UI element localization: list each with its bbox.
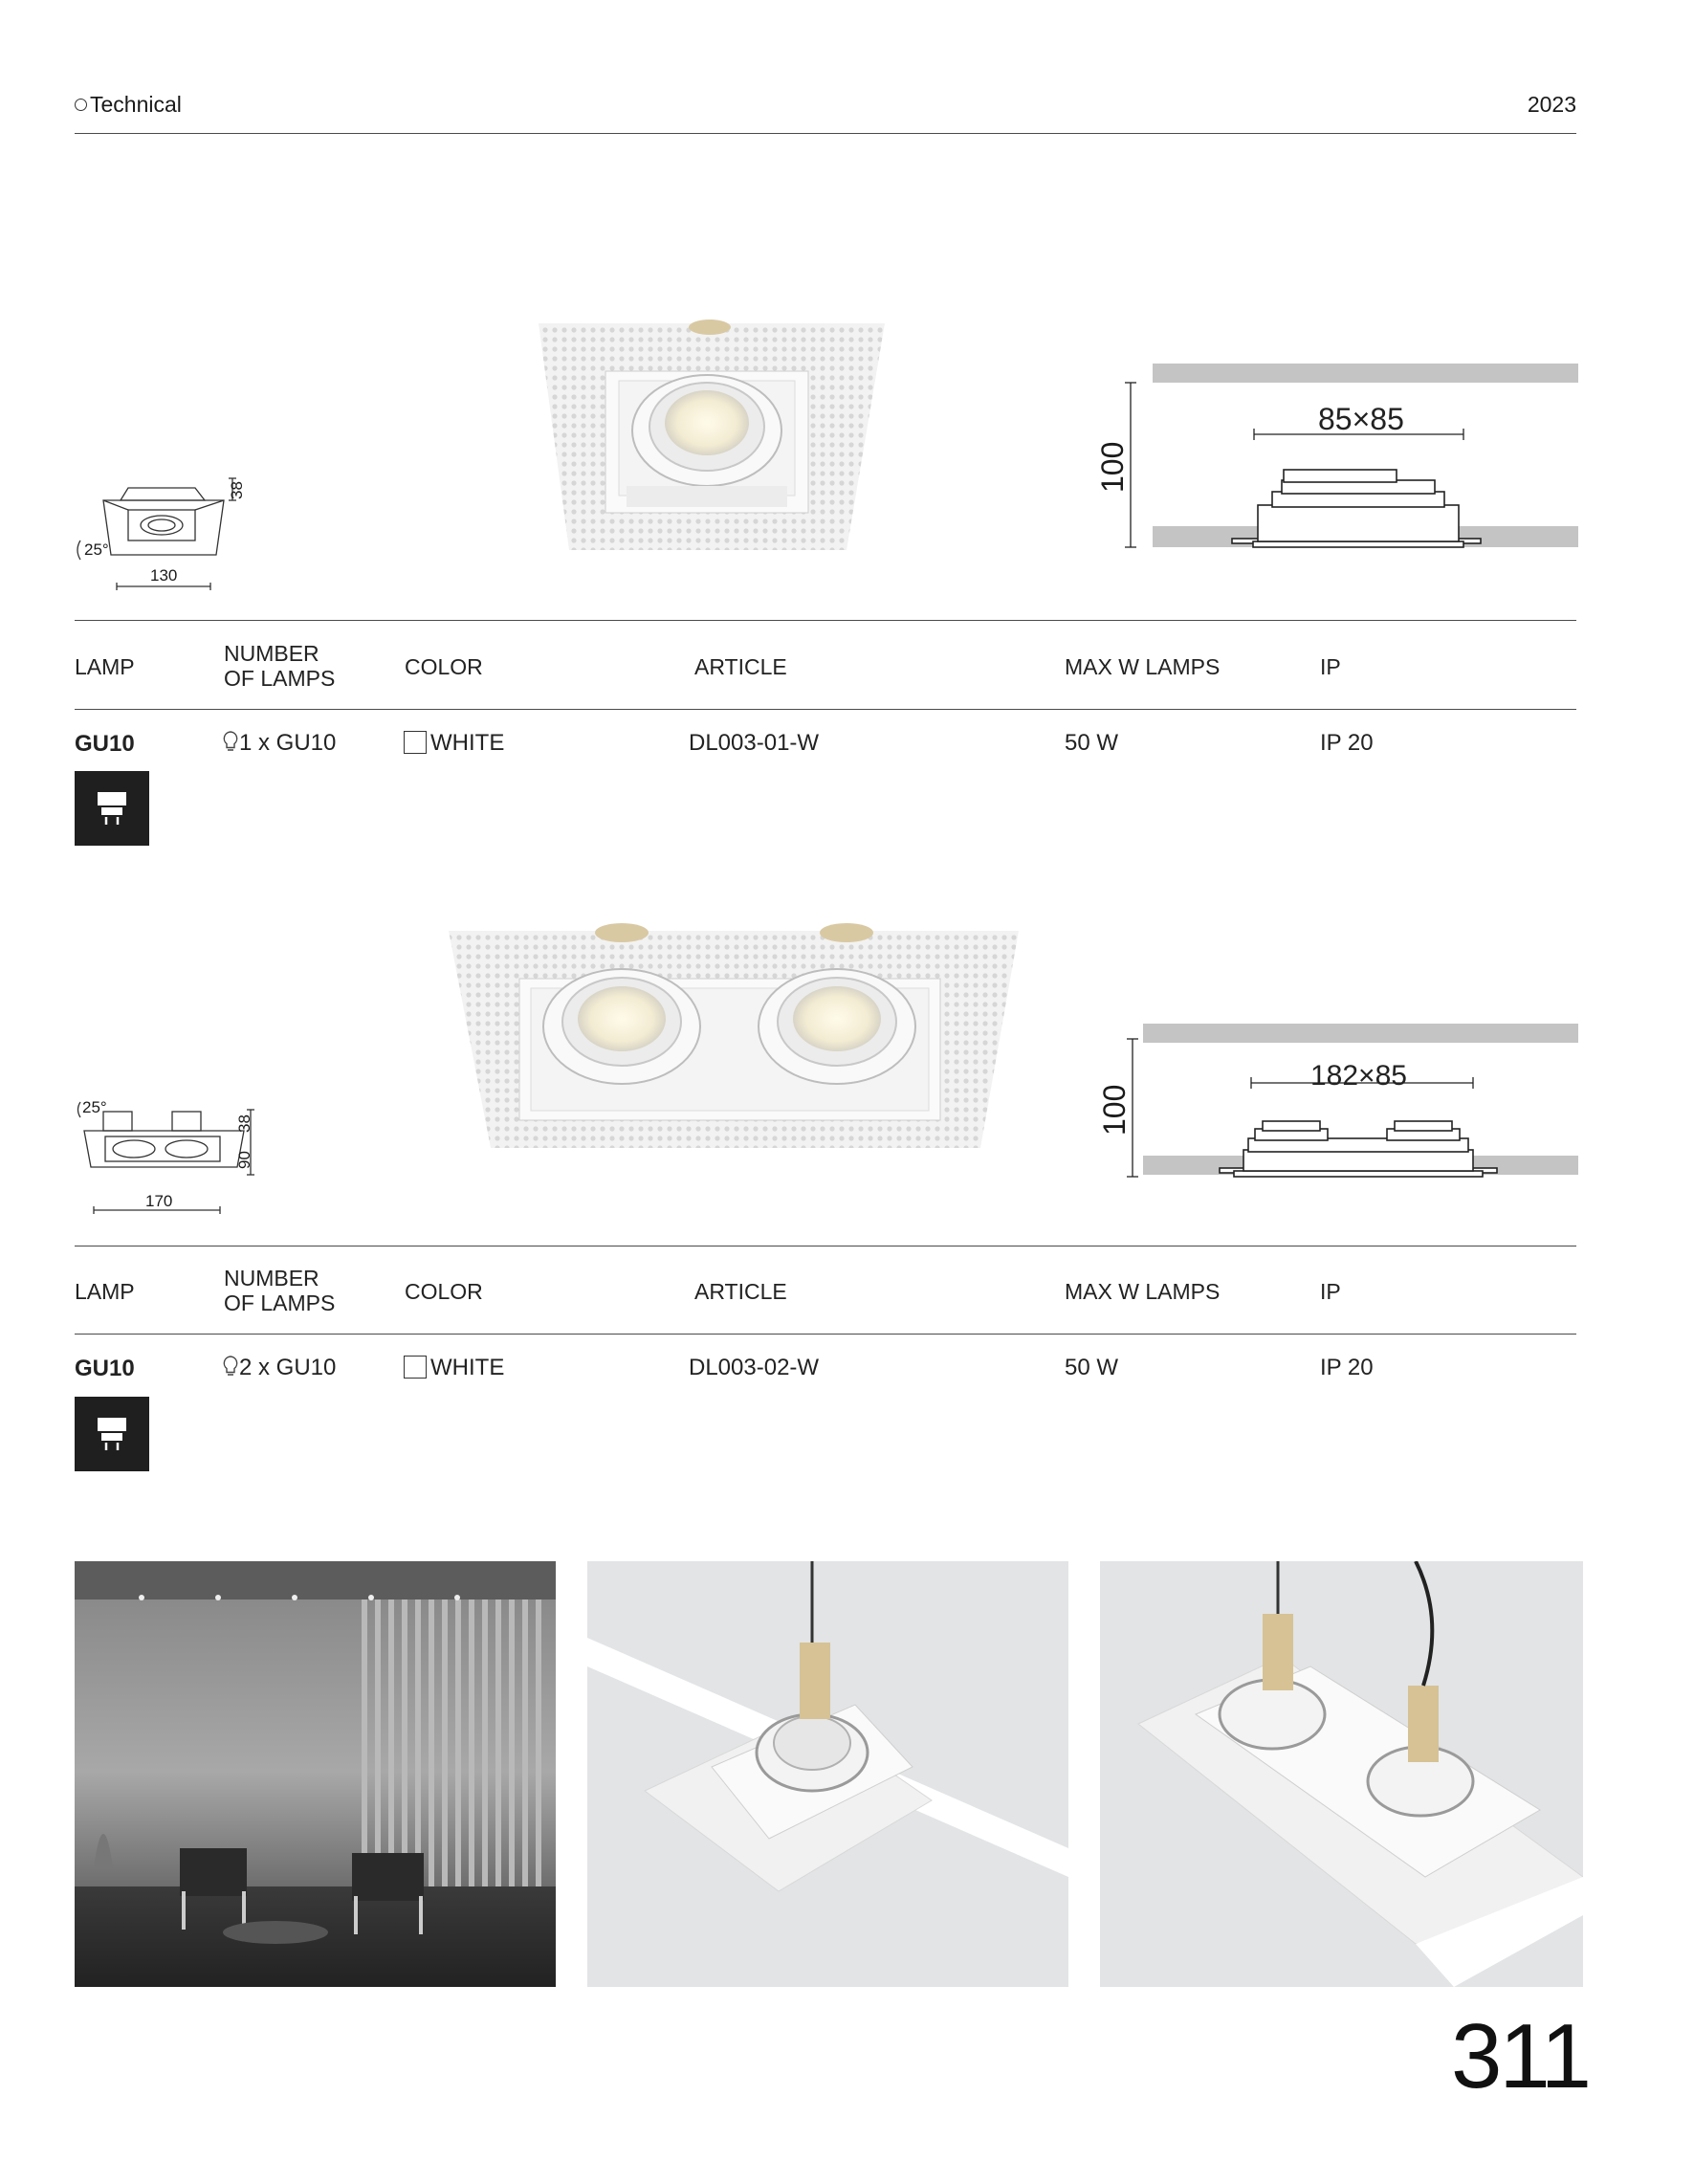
col-ip-header-2: IP [1320,1279,1341,1304]
color-swatch-white [404,731,427,754]
product2-photo [445,914,1019,1153]
install-photo-double [1100,1561,1583,1987]
bulb-icon [222,730,239,753]
circle-bullet-icon [75,99,87,111]
product1-width-label: 130 [150,566,178,585]
table1-top-rule [75,620,1576,621]
product1-maxw: 50 W [1065,730,1119,756]
col-article-header-2: ARTICLE [694,1279,787,1304]
gu10-lamp-icon [75,1397,149,1471]
product1-lamps-text: 1 x GU10 [239,730,337,756]
product1-color-text: WHITE [430,730,505,756]
product1-height-label: 38 [228,481,246,499]
col-maxw-header: MAX W LAMPS [1065,654,1221,679]
product1-angle-label: 25° [84,540,109,559]
product1-depth-label: 100 [1095,441,1130,493]
year-label: 2023 [1527,92,1576,117]
table1-mid-rule [75,709,1576,710]
product2-article: DL003-02-W [689,1355,820,1380]
header-rule [75,133,1576,134]
product1-section-drawing [1090,354,1578,560]
product2-ip: IP 20 [1320,1355,1374,1380]
product1-article: DL003-01-W [689,730,820,756]
product2-angle-label: 25° [82,1098,107,1116]
product2-lamp: GU10 [75,1356,135,1381]
col-ip-header: IP [1320,654,1341,679]
col-lamp-header-2: LAMP [75,1279,135,1304]
col-article-header: ARTICLE [694,654,787,679]
product2-lamps-text: 2 x GU10 [239,1355,337,1380]
product2-depth-label: 90 [235,1151,253,1169]
col-color-header: COLOR [405,654,483,679]
product2-color-text: WHITE [430,1355,505,1380]
col-lamp-header: LAMP [75,654,135,679]
product1-lamp: GU10 [75,731,135,757]
col-maxw-header-2: MAX W LAMPS [1065,1279,1221,1304]
section-title: Technical [90,92,182,117]
bulb-icon [222,1355,239,1378]
product2-width-label: 170 [145,1192,173,1210]
col-number-header-2: NUMBER OF LAMPS [224,1266,336,1315]
product1-ip: IP 20 [1320,730,1374,756]
product1-lamps-count [222,730,336,757]
product1-color [404,730,504,757]
section-label [75,92,182,118]
product2-section-drawing [1090,1024,1578,1186]
interior-photo [75,1561,556,1987]
product1-cutout-label: 85×85 [1318,402,1404,436]
col-number-header: NUMBER OF LAMPS [224,641,336,691]
gu10-lamp-icon [75,771,149,846]
table2-mid-rule [75,1334,1576,1335]
product2-height-label: 38 [235,1114,253,1133]
product2-maxw: 50 W [1065,1355,1119,1380]
page-number: 311 [1450,2005,1589,2107]
product2-color [404,1355,504,1381]
col-color-header-2: COLOR [405,1279,483,1304]
product2-cutout-label: 182×85 [1310,1060,1407,1092]
product2-depth-label-section: 100 [1097,1084,1132,1136]
product1-photo [531,316,890,550]
product2-lamps-count [222,1355,336,1381]
install-photo-single [587,1561,1068,1987]
color-swatch-white [404,1356,427,1379]
